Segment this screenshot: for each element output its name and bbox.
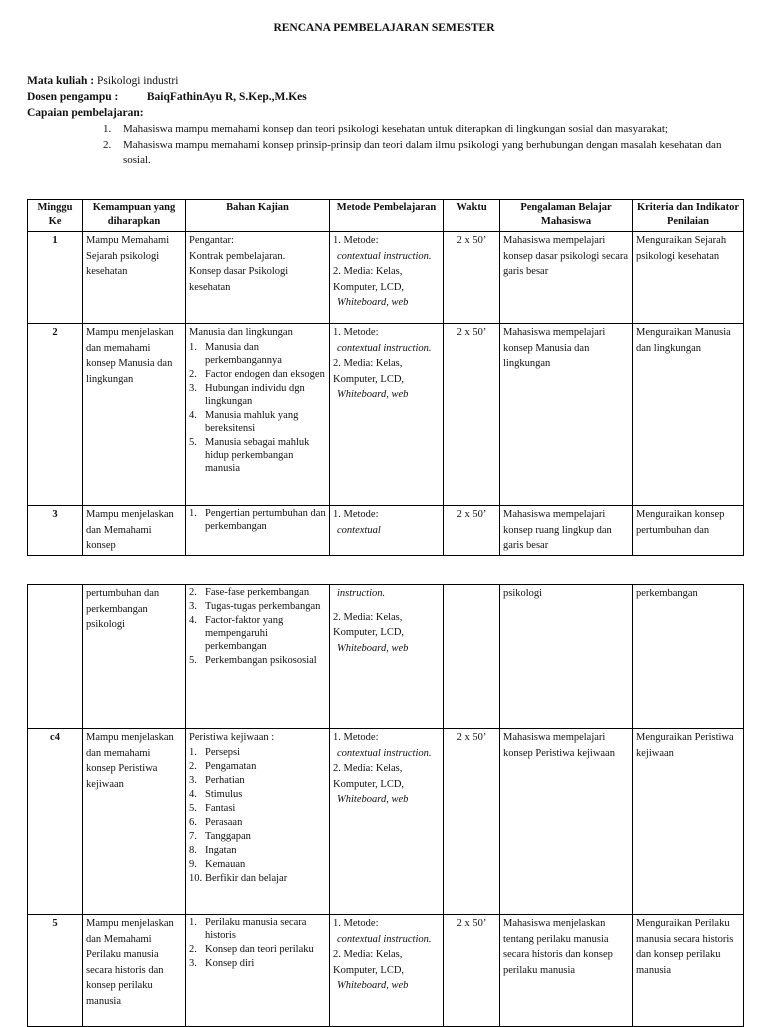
experience-cell: Mahasiswa mempelajari konsep Manusia dan lingkungan xyxy=(500,324,633,506)
material-cell xyxy=(186,915,330,1027)
experience-cell: Mahasiswa mempelajari konsep dasar psikologi secara garis besar xyxy=(500,232,633,324)
list-item: 4. Manusia mahluk yang bereksitensi xyxy=(189,409,299,434)
material-cell xyxy=(186,324,330,506)
list-item: 2. Pengamatan xyxy=(189,760,257,772)
experience-cell: psikologi xyxy=(500,585,633,729)
method-value: instruction. xyxy=(337,588,386,599)
time-cell xyxy=(444,585,500,729)
list-item: 5. Fantasi xyxy=(189,802,236,814)
criteria-cell: Menguraikan Peristiwa kejiwaan xyxy=(633,729,744,915)
table-row xyxy=(28,324,744,506)
material-cell xyxy=(186,729,330,915)
time-cell: 2 x 50’ xyxy=(444,232,500,324)
plan-table-page-2 xyxy=(27,584,744,1027)
media-label: Media: Kelas, Komputer, LCD, xyxy=(333,266,405,293)
media-label: Media: Kelas, Komputer, LCD, xyxy=(333,611,405,638)
header-experience: Pengalaman Belajar Mahasiswa xyxy=(500,200,633,232)
criteria-cell: Menguraikan konsep pertumbuhan dan xyxy=(633,506,744,556)
list-item: 3. Konsep diri xyxy=(189,958,255,969)
method-cell: 1. Metode: contextual instruction. 2. Media: Kelas, Komputer, LCD, Whiteboard, web xyxy=(330,729,444,915)
ability-cell: Mampu menjelaskan dan memahami konsep Peristiwa kejiwaan xyxy=(83,729,186,915)
method-label: Metode: xyxy=(343,235,379,246)
method-cell: 1. Metode: contextual instruction. 2. Media: Kelas, Komputer, LCD, Whiteboard, web xyxy=(330,915,444,1027)
time-cell: 2 x 50’ xyxy=(444,324,500,506)
method-value: contextual instruction. xyxy=(337,250,432,262)
list-item: 5. Manusia sebagai mahluk hidup perkembangan manusia xyxy=(189,436,310,474)
ability-cell: Mampu Memahami Sejarah psikologi kesehatan xyxy=(83,232,186,324)
lecturer-line xyxy=(27,90,307,106)
list-item: 4. Factor-faktor yang mempengaruhi perkembangan xyxy=(189,615,284,652)
method-cell: 1. Metode: contextual instruction. 2. Media: Kelas, Komputer, LCD, Whiteboard, web xyxy=(330,232,444,324)
header-criteria: Kriteria dan Indikator Penilaian xyxy=(633,200,744,232)
list-item: 3. Perhatian xyxy=(189,774,245,786)
experience-cell: Mahasiswa mempelajari konsep Peristiwa kejiwaan xyxy=(500,729,633,915)
material-cell xyxy=(186,506,330,556)
criteria-cell: Menguraikan Manusia dan lingkungan xyxy=(633,324,744,506)
list-item: 2. Fase-fase perkembangan xyxy=(189,587,310,598)
media-extra: Whiteboard, web xyxy=(337,297,409,308)
outcomes-list xyxy=(103,122,733,169)
list-item: 1. Pengertian pertumbuhan dan perkembangan xyxy=(189,508,326,532)
table-row xyxy=(28,232,744,324)
media-extra: Whiteboard, web xyxy=(337,642,409,654)
time-cell: 2 x 50’ xyxy=(444,506,500,556)
outcome-text: Mahasiswa mampu memahami konsep dan teori psikologi kesehatan untuk diterapkan di lingkungan sosial dan masyarakat; xyxy=(123,123,668,135)
week-cell: 1 xyxy=(28,232,83,324)
ability-cell: Mampu menjelaskan dan Memahami konsep xyxy=(83,506,186,556)
list-item: 8. Ingatan xyxy=(189,844,237,856)
media-label: Media: Kelas, Komputer, LCD, xyxy=(333,949,405,976)
list-item: 9. Kemauan xyxy=(189,858,246,870)
method-cell: 1. Metode: contextual xyxy=(330,506,444,556)
outcomes-heading xyxy=(27,106,144,122)
material-list xyxy=(189,746,326,885)
method-value: contextual instruction. xyxy=(337,933,432,945)
header-week: Minggu Ke xyxy=(28,200,83,232)
media-extra: Whiteboard, web xyxy=(337,794,409,805)
material-list xyxy=(189,341,326,475)
list-item: 1. Perilaku manusia secara historis xyxy=(189,917,307,941)
header-method: Metode Pembelajaran xyxy=(330,200,444,232)
table-row xyxy=(28,915,744,1027)
header-time: Waktu xyxy=(444,200,500,232)
header-material: Bahan Kajian xyxy=(186,200,330,232)
criteria-cell: Menguraikan Perilaku manusia secara historis dan konsep perilaku manusia xyxy=(633,915,744,1027)
media-extra: Whiteboard, web xyxy=(337,389,409,400)
header-ability: Kemampuan yang diharapkan xyxy=(83,200,186,232)
material-cell xyxy=(186,232,330,324)
method-value: contextual instruction. xyxy=(337,747,432,759)
list-item: 7. Tanggapan xyxy=(189,830,251,842)
material-intro: Peristiwa kejiwaan : xyxy=(189,732,275,743)
list-item: 1. Persepsi xyxy=(189,746,240,758)
document-title: RENCANA PEMBELAJARAN SEMESTER xyxy=(273,22,495,34)
method-label: Metode: xyxy=(343,327,379,338)
list-item: 2. Konsep dan teori perilaku xyxy=(189,944,314,955)
table-row xyxy=(28,585,744,729)
list-item: 2. Factor endogen dan eksogen xyxy=(189,368,325,380)
list-item: 5. Perkembangan psikososial xyxy=(189,655,317,666)
ability-cell: Mampu menjelaskan dan Memahami Perilaku manusia secara historis dan konsep perilaku manusia xyxy=(83,915,186,1027)
outcome-text: Mahasiswa mampu memahami konsep prinsip-prinsip dan teori dalam ilmu psikologi yang berhubungan dengan masalah kesehatan dan sosial. xyxy=(123,138,722,166)
experience-cell: Mahasiswa mempelajari konsep ruang lingkup dan garis besar xyxy=(500,506,633,556)
material-intro: Manusia dan lingkungan xyxy=(189,327,293,338)
media-extra: Whiteboard, web xyxy=(337,980,409,991)
material-intro: Pengantar: xyxy=(189,235,234,246)
material-list xyxy=(189,916,326,970)
outcome-number: 2. xyxy=(103,138,112,151)
method-label: Metode: xyxy=(343,918,379,929)
time-cell: 2 x 50’ xyxy=(444,915,500,1027)
list-item: 6. Perasaan xyxy=(189,816,243,828)
course-label: Mata kuliah : xyxy=(27,75,95,87)
criteria-cell: Menguraikan Sejarah psikologi kesehatan xyxy=(633,232,744,324)
list-item: 3. Hubungan individu dgn lingkungan xyxy=(189,382,305,407)
media-label: Media: Kelas, Komputer, LCD, xyxy=(333,358,405,385)
ability-cell: Mampu menjelaskan dan memahami konsep Manusia dan lingkungan xyxy=(83,324,186,506)
outcomes-label: Capaian pembelajaran: xyxy=(27,107,144,119)
plan-table-page-1 xyxy=(27,199,744,556)
lecturer-label: Dosen pengampu : xyxy=(27,91,119,103)
method-cell: 1. Metode: contextual instruction. 2. Media: Kelas, Komputer, LCD, Whiteboard, web xyxy=(330,324,444,506)
material-line: Konsep dasar Psikologi kesehatan xyxy=(189,266,289,293)
material-list xyxy=(189,507,326,533)
list-item: 4. Stimulus xyxy=(189,788,243,800)
method-value: contextual xyxy=(337,524,381,536)
criteria-cell: perkembangan xyxy=(633,585,744,729)
outcome-number: 1. xyxy=(103,123,112,135)
table-row xyxy=(28,506,744,556)
week-cell xyxy=(28,585,83,729)
material-cell xyxy=(186,585,330,729)
week-cell: 5 xyxy=(28,915,83,1027)
method-label: Metode: xyxy=(343,732,379,743)
table-row xyxy=(28,729,744,915)
method-cell: instruction. 2. Media: Kelas, Komputer, LCD, Whiteboard, web xyxy=(330,585,444,729)
method-value: contextual instruction. xyxy=(337,342,432,354)
lecturer-value: BaiqFathinAyu R, S.Kep.,M.Kes xyxy=(146,91,307,103)
media-label: Media: Kelas, Komputer, LCD, xyxy=(333,763,405,790)
material-list xyxy=(189,586,326,667)
week-cell: c4 xyxy=(28,729,83,915)
table-header-row xyxy=(28,200,744,232)
outcome-item xyxy=(103,138,733,169)
list-item: 10. Berfikir dan belajar xyxy=(189,872,288,884)
course-value: Psikologi industri xyxy=(96,75,179,87)
list-item: 3. Tugas-tugas perkembangan xyxy=(189,601,321,612)
method-label: Metode: xyxy=(343,509,379,520)
ability-cell: pertumbuhan dan perkembangan psikologi xyxy=(83,585,186,729)
material-line: Kontrak pembelajaran. xyxy=(189,250,286,262)
experience-cell: Mahasiswa menjelaskan tentang perilaku manusia secara historis dan konsep perilaku manusia xyxy=(500,915,633,1027)
week-cell: 3 xyxy=(28,506,83,556)
outcome-item xyxy=(103,122,733,138)
time-cell: 2 x 50’ xyxy=(444,729,500,915)
list-item: 1. Manusia dan perkembangannya xyxy=(189,341,282,366)
week-cell: 2 xyxy=(28,324,83,506)
course-line xyxy=(27,74,178,90)
